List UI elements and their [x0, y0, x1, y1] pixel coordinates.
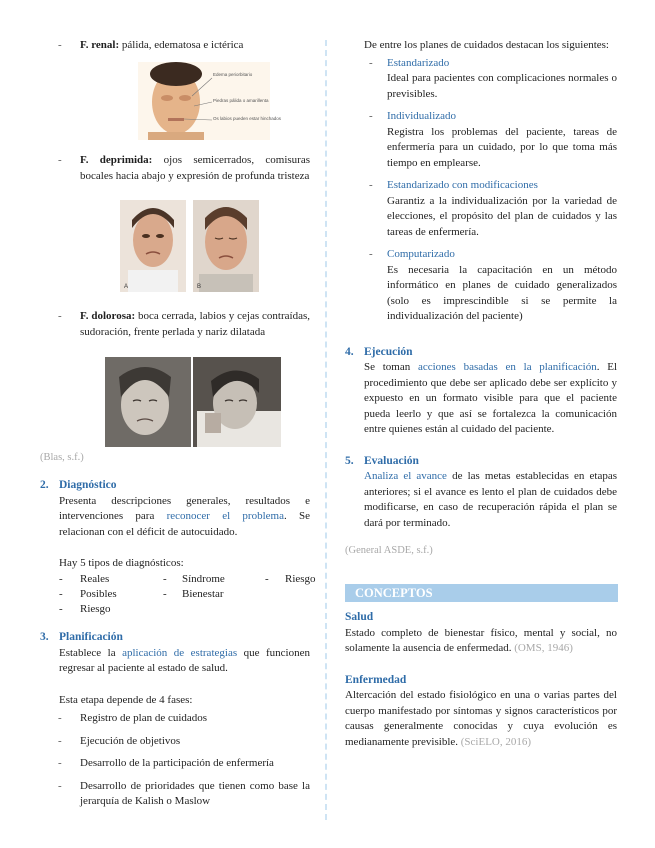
planificacion-description: [40, 646, 310, 677]
diagnostico-number: 2.: [40, 479, 49, 491]
renal-img-label-2: Piedras pálida o amarillenta: [213, 98, 269, 103]
facies-deprimida-label: F. deprimida:: [80, 154, 153, 166]
facies-dolorosa-image: [105, 357, 281, 447]
phase-item-1: [40, 711, 310, 727]
concepts-header: CONCEPTOS: [345, 584, 618, 602]
facies-deprimida-image-a: [120, 200, 186, 292]
facies-deprimida-block: [40, 153, 310, 184]
dash-bullet: -: [58, 154, 62, 166]
concept-enfermedad-definition: [345, 688, 617, 750]
ejecucion-highlight: acciones basadas en la planificación: [417, 361, 597, 373]
section-evaluacion: [345, 454, 617, 532]
phase-text-2: Ejecución de objetivos: [80, 734, 181, 747]
diagnostico-title: Diagnóstico: [59, 479, 117, 491]
plan-type-title: Computarizado: [387, 248, 455, 260]
dash-bullet: -: [58, 712, 62, 724]
diagnostico-highlight: reconocer el problema: [166, 510, 284, 522]
dash-bullet: -: [58, 779, 62, 792]
evaluacion-text: de las metas establecidas en etapas anteriores; si el avance es lento el plan de cuidados debe modificarse, en caso de recuperación rápida el plan se dará por terminado.: [364, 470, 617, 529]
diagnostico-types-list: [40, 572, 316, 618]
plan-type-title: Individualizado: [387, 110, 457, 122]
diag-type-bienestar: Bienestar: [182, 587, 224, 600]
evaluacion-highlight: Analiza el avance: [364, 470, 447, 482]
plan-type-text: Registra los problemas del paciente, tareas de enfermería para un cuidado, por lo que toma más tiempo en emplearse.: [387, 125, 617, 169]
evaluacion-description: [345, 469, 617, 531]
planificacion-text-1: Establece la: [59, 646, 123, 659]
planificacion-highlight: aplicación de estrategias: [122, 646, 238, 659]
diagnostico-description: [40, 494, 310, 541]
facies-dolorosa-label: F. dolorosa:: [80, 310, 136, 322]
ejecucion-title: Ejecución: [364, 345, 413, 358]
renal-img-label-3: Os labios pueden estar hinchados: [213, 116, 282, 121]
planificacion-phases-intro: Esta etapa depende de 4 fases:: [59, 693, 193, 706]
dash-bullet: -: [163, 587, 167, 600]
dash-bullet: -: [58, 39, 62, 51]
planificacion-number: 3.: [40, 631, 49, 643]
right-column: [345, 38, 617, 559]
plan-type-estandarizado: [345, 56, 617, 103]
concept-salud-definition: [345, 626, 617, 657]
column-divider: [325, 40, 335, 820]
renal-img-label-1: Edema periorbitario: [213, 72, 253, 77]
facies-deprimida-item: [40, 153, 310, 184]
section-planificacion: [40, 630, 310, 810]
concept-salud-citation: (OMS, 1946): [514, 642, 573, 654]
phase-text-1: Registro de plan de cuidados: [80, 712, 208, 724]
ejecucion-number: 4.: [345, 345, 354, 358]
planificacion-heading: [40, 630, 310, 646]
diagnostico-text-2: . Se relacionan con el déficit de autocuidado.: [59, 510, 310, 538]
plan-type-individualizado: [345, 109, 617, 171]
dash-bullet: -: [58, 757, 62, 769]
dash-bullet: -: [59, 587, 63, 600]
dash-bullet: -: [59, 572, 63, 585]
diag-type-sindrome: Síndrome: [182, 572, 225, 585]
plan-type-text: Ideal para pacientes con complicaciones normales o previsibles.: [387, 72, 617, 100]
dash-bullet: -: [265, 572, 269, 585]
dash-bullet: -: [163, 572, 167, 585]
facies-dolorosa-text: boca cerrada, labios y cejas contraídas, sudoración, frente perlada y nariz dilatada: [80, 310, 310, 338]
section-ejecucion: [345, 345, 617, 438]
phase-text-4: Desarrollo de prioridades que tienen como base la jerarquía de Kalish o Maslow: [80, 779, 310, 807]
ejecucion-text-1: Se toman: [364, 361, 418, 373]
facies-renal-text: pálida, edematosa e ictérica: [119, 39, 244, 51]
concept-enfermedad-title: Enfermedad: [345, 673, 407, 686]
facies-renal-item: [40, 38, 310, 54]
dash-bullet: -: [369, 179, 373, 191]
phase-text-3: Desarrollo de la participación de enfermería: [80, 757, 274, 769]
dash-bullet: -: [369, 110, 373, 122]
concept-salud-title: Salud: [345, 611, 374, 623]
left-column: [40, 38, 310, 54]
dash-bullet: -: [59, 602, 63, 615]
evaluacion-heading: [345, 454, 617, 470]
dash-bullet: -: [369, 56, 373, 69]
facies-dolorosa-item: [40, 309, 310, 340]
dash-bullet: -: [58, 310, 62, 322]
evaluacion-title: Evaluación: [364, 454, 419, 467]
ejecucion-heading: [345, 345, 617, 361]
ejecucion-description: [345, 360, 617, 438]
diagnostico-types-intro: Hay 5 tipos de diagnósticos:: [59, 557, 184, 569]
facies-deprimida-text: ojos semicerrados, comisuras bocales hacia abajo y expresión de profunda tristeza: [80, 154, 311, 182]
diagnostico-heading: [40, 478, 310, 494]
plan-type-title: Estandarizado: [387, 56, 450, 69]
diag-type-riesgo-2: Riesgo: [80, 602, 111, 615]
diag-type-reales: Reales: [80, 572, 110, 585]
planificacion-text-2: que funcionen regresar al paciente al estado de salud.: [59, 646, 310, 674]
diag-type-posibles: Posibles: [80, 587, 117, 600]
image-letter-a: A: [124, 284, 129, 290]
concept-enfermedad-citation: (SciELO, 2016): [460, 735, 532, 748]
facies-renal-image: [138, 62, 282, 140]
dash-bullet: -: [369, 248, 373, 260]
dash-bullet: -: [58, 734, 62, 747]
plan-type-text: Es necesaria la capacitación en un método informático en planes de cuidado generalizados (solo es imprescindible si se permite la individualización del paciente): [387, 263, 617, 322]
ejecucion-text-2: . El procedimiento que debe ser aplicado debe ser explícito y expuesto en un formato visible para que el paciente pueda leerlo y que así se fortalezca la comunicación entre quienes están al cuidado del paciente.: [364, 361, 617, 435]
facies-deprimida-image-b: [193, 200, 259, 292]
concept-enfermedad-text: Altercación del estado fisiológico en una o varias partes del cuerpo manifestado por síntomas y signos característicos por causas generalmente conocidas y cuya evolución es medianamente previsible.: [345, 689, 617, 748]
plans-intro: De entre los planes de cuidados destacan los siguientes:: [364, 39, 609, 51]
facies-renal-label: F. renal:: [80, 39, 120, 51]
image-letter-b: B: [197, 284, 202, 290]
phase-item-4: [40, 779, 310, 810]
plan-type-text: Garantiz a la individualización por la variedad de elecciones, el propósito del plan de cuidados y las tareas de enfermería.: [387, 194, 617, 238]
planificacion-title: Planificación: [59, 631, 123, 643]
facies-dolorosa-block: [40, 309, 310, 340]
concept-salud-text: Estado completo de bienestar físico, mental y social, no solamente la ausencia de enfermedad.: [345, 626, 617, 654]
section-diagnostico: [40, 478, 316, 618]
concepts-section: [345, 610, 617, 750]
plan-type-estandarizado-modificaciones: [345, 178, 617, 240]
citation-general-asde: (General ASDE, s.f.): [345, 545, 433, 556]
phase-item-3: [40, 756, 310, 772]
phase-item-2: [40, 734, 310, 750]
plan-type-title: Estandarizado con modificaciones: [387, 179, 538, 191]
plan-type-computarizado: [345, 247, 617, 325]
diag-type-riesgo-1: Riesgo: [285, 572, 316, 585]
citation-blas: (Blas, s.f.): [40, 452, 84, 463]
diagnostico-text-1: Presenta descripciones generales, resultados e intervenciones para: [59, 494, 310, 522]
evaluacion-number: 5.: [345, 454, 354, 467]
